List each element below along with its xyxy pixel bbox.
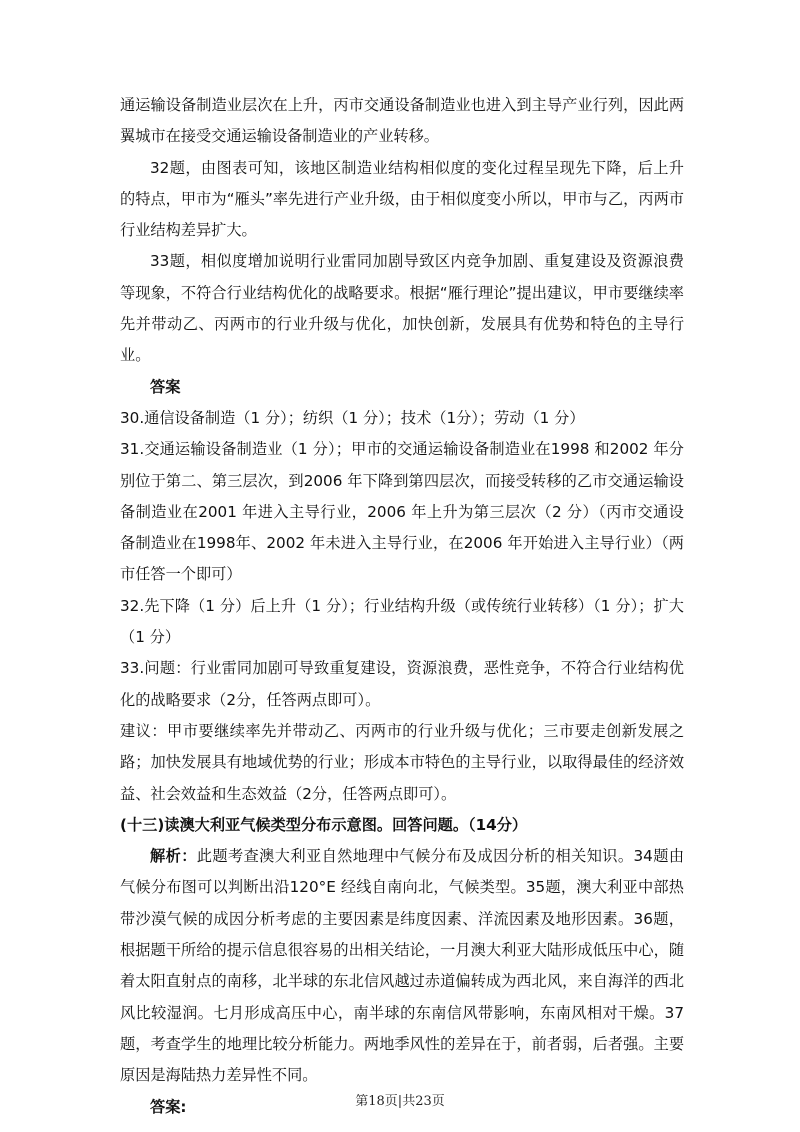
page-footer: 第18页|共23页 [355, 1094, 445, 1109]
analysis-text: 此题考查澳大利亚自然地理中气候分布及成因分析的相关知识。34题由气候分布图可以判断出沿120°E 经线自南向北，气候类型。35题，澳大利亚中部热带沙漠气候的成因分析考虑的主要因素是纬度因素、洋流因素及地形因素。36题，根据题干所给的提示信息很容易的出相关结论，一月澳大利亚大陆形成低压中心，随着太阳直射点的南移，北半球的东北信风越过赤道偏转成为西北风，来自海洋的西北风比较湿润。七月形成高压中心，南半球的东南信风带影响，东南风相对干燥。37题，考查学生的地理比较分析能力。两地季风性的差异在于，前者弱，后者强。主要原因是海陆热力差异性不同。 [120, 847, 685, 1085]
answer-31: 31.交通运输设备制造业（1 分）；甲市的交通运输设备制造业在1998 和2002 年分别位于第二、第三层次，到2006 年下降到第四层次，而接受转移的乙市交通运输设备制造业在2001 年进入主导行业，2006 年上升为第三层次（2 分）（丙市交通设备制造业在1998年、2002 年未进入主导行业，在2006 年开始进入主导行业）（两市任答一个即可） [120, 440, 684, 584]
analysis-label: 解析： [150, 847, 197, 866]
paragraph-q32-explanation: 32题，由图表可知，该地区制造业结构相似度的变化过程呈现先下降，后上升的特点，甲市为“雁头”率先进行产业升级，由于相似度变小所以，甲市与乙，丙两市行业结构差异扩大。 [120, 158, 684, 240]
answer-label: 答案 [150, 377, 181, 396]
answer-33-suggestion: 建议：甲市要继续率先并带动乙、丙两市的行业升级与优化；三市要走创新发展之路；加快发展具有地域优势的行业；形成本市特色的主导行业，以取得最佳的经济效益、社会效益和生态效益（2分，任答两点即可）。 [120, 721, 684, 803]
answer-33-problem: 33.问题：行业雷同加剧可导致重复建设，资源浪费，恶性竞争，不符合行业结构优化的战略要求（2分，任答两点即可）。 [120, 659, 684, 709]
section-heading: (十三)读澳大利亚气候类型分布示意图。回答问题。（14分） [120, 815, 528, 834]
paragraph-q33-explanation: 33题，相似度增加说明行业雷同加剧导致区内竞争加剧、重复建设及资源浪费等现象，不符合行业结构优化的战略要求。根据“雁行理论”提出建议，甲市要继续率先并带动乙、丙两市的行业升级与优化，加快创新，发展具有优势和特色的主导行业。 [120, 252, 684, 365]
page-content [120, 90, 684, 1123]
analysis-paragraph [120, 841, 684, 1091]
paragraph-continuation: 通运输设备制造业层次在上升，丙市交通设备制造业也进入到主导产业行列，因此两翼城市在接受交通运输设备制造业的产业转移。 [120, 96, 684, 146]
answer-label-2: 答案: [150, 1097, 187, 1116]
answer-32: 32.先下降（1 分）后上升（1 分）；行业结构升级（或传统行业转移）（1 分）；扩大（1 分） [120, 596, 684, 647]
answer-30: 30.通信设备制造（1 分）；纺织（1 分）；技术（1分）；劳动（1 分） [120, 408, 585, 427]
